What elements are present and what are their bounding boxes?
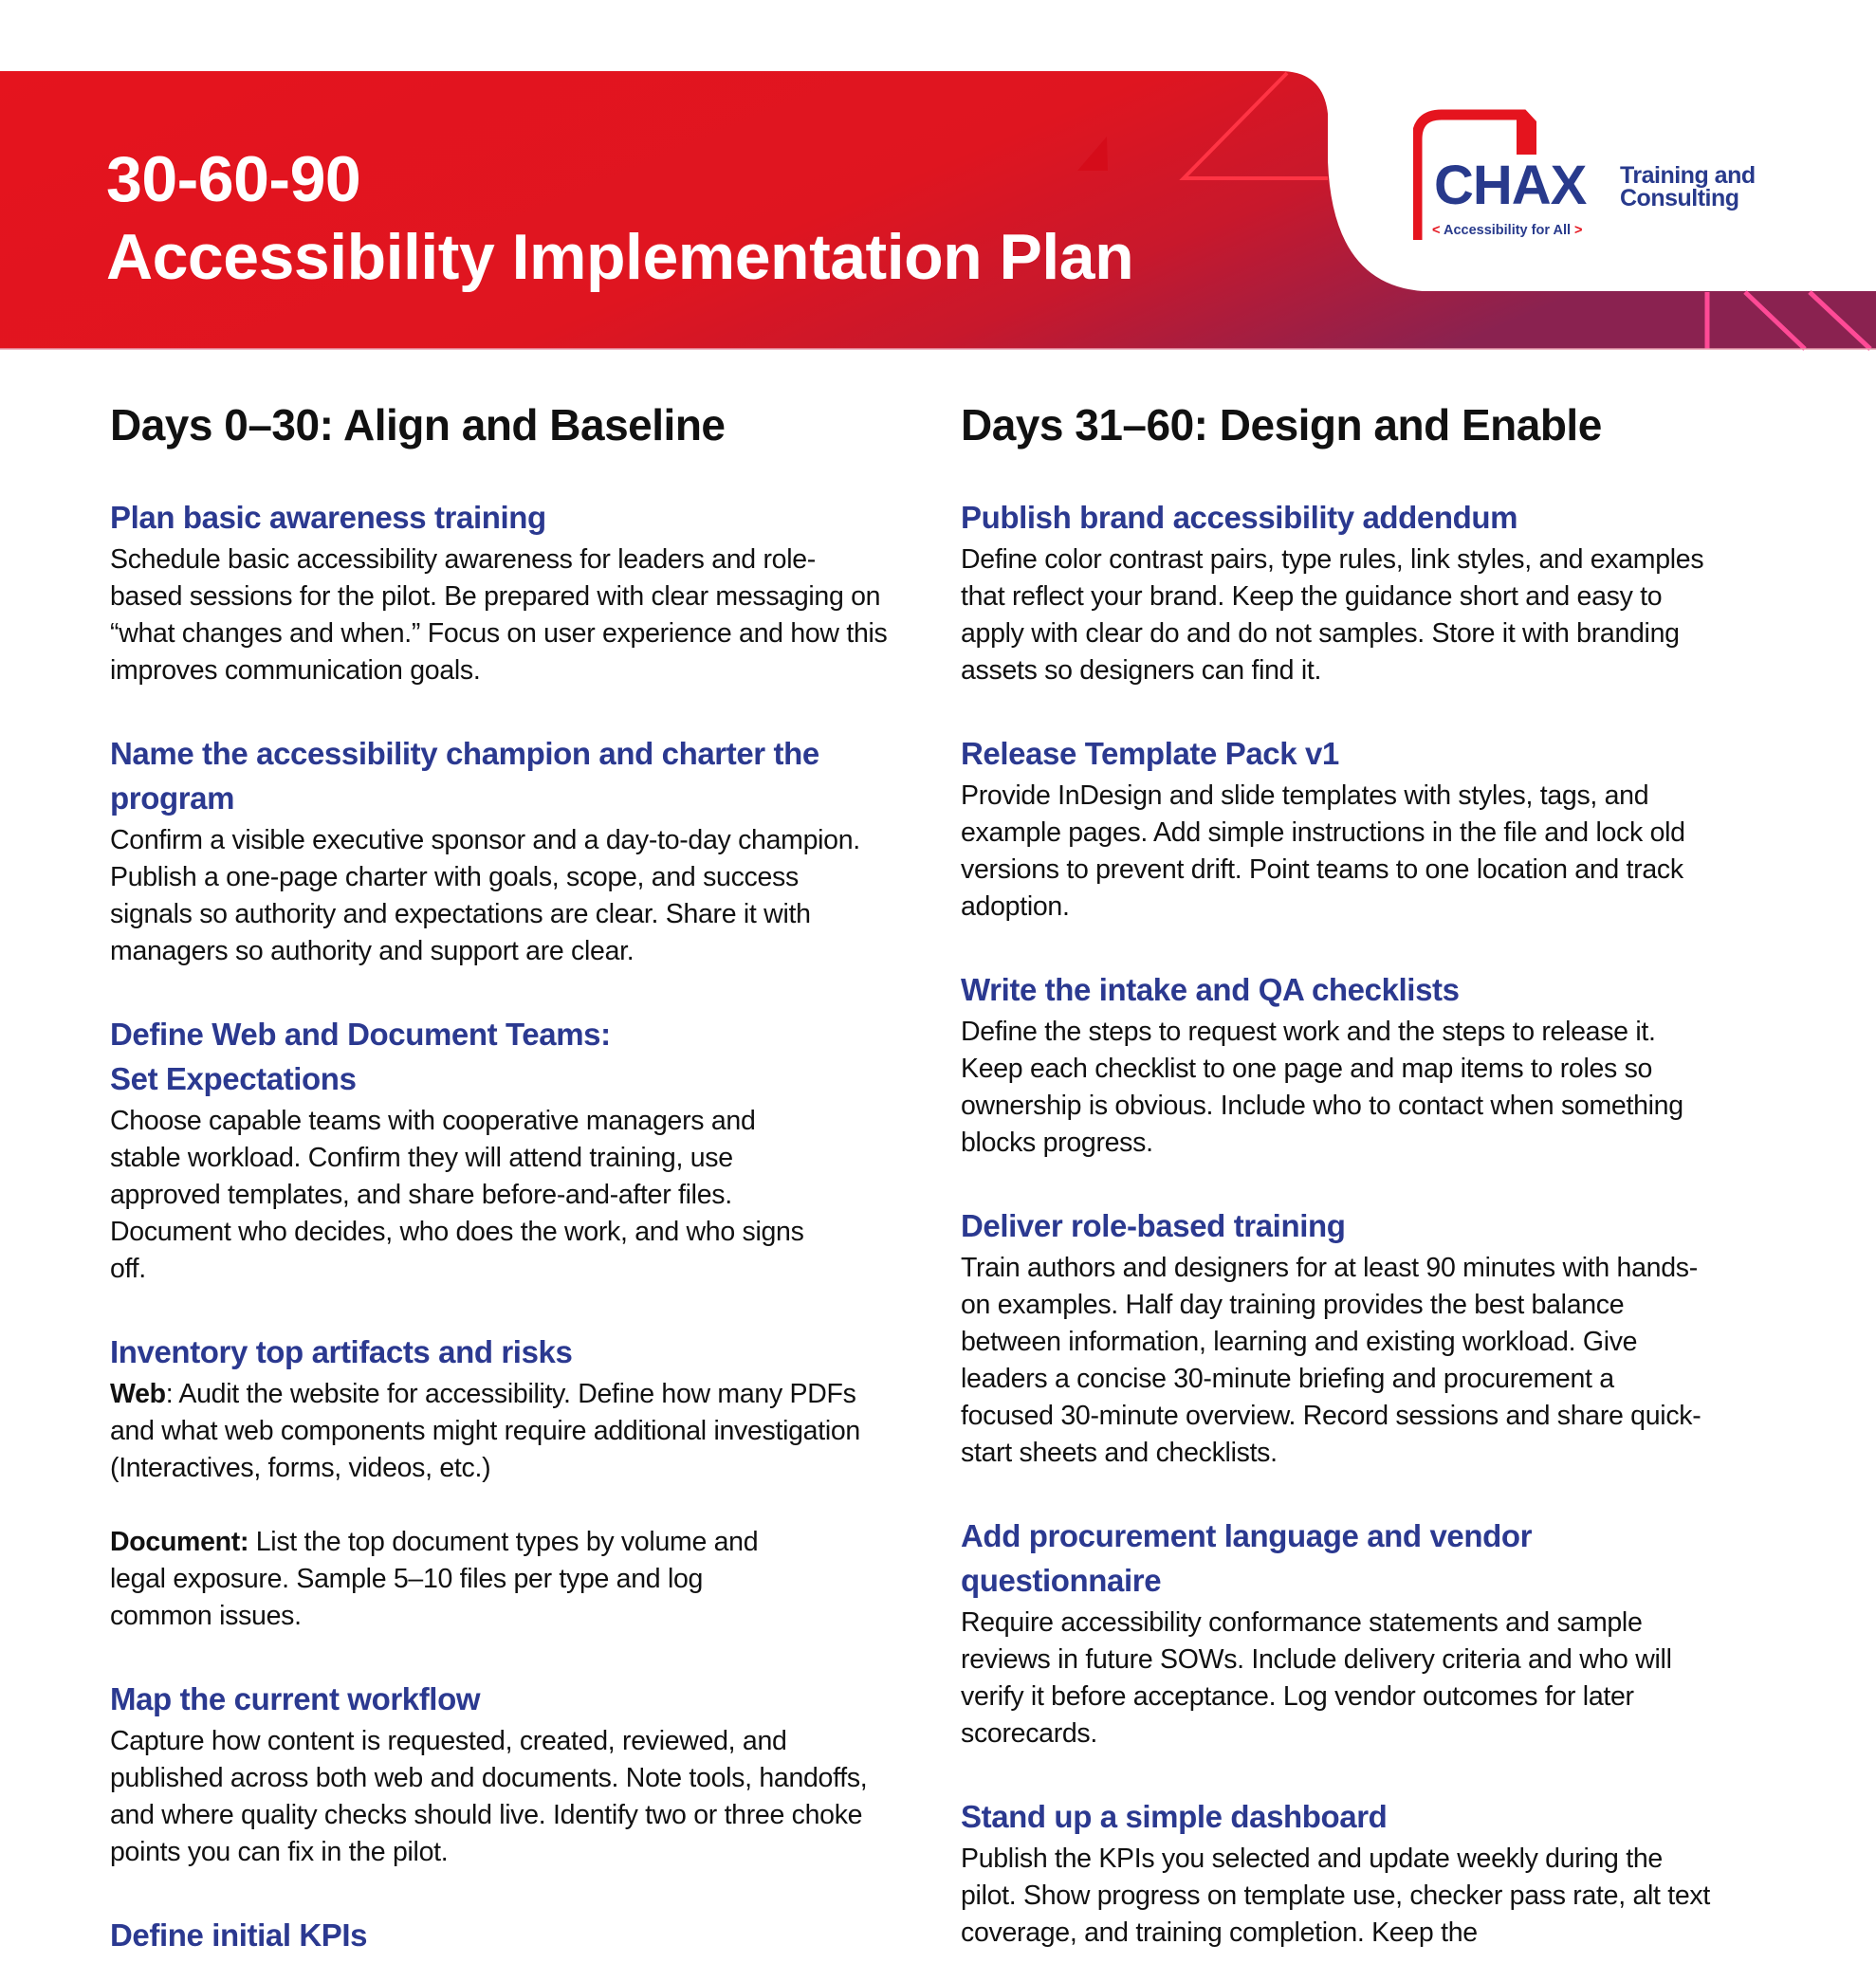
section-role-based-training bbox=[961, 1203, 1738, 1472]
document-label: Document: bbox=[110, 1527, 249, 1557]
section-heading: Write the intake and QA checklists bbox=[961, 972, 1460, 1007]
tagline-text: Accessibility for All bbox=[1443, 223, 1572, 238]
section-body: Provide InDesign and slide templates with styles, tags, and example pages. Add simple instructions in the file and lock old versions to prevent drift. Point teams to one location and track adoption. bbox=[961, 780, 1685, 922]
section-define-kpis bbox=[110, 1913, 888, 1957]
title-line-1: 30-60-90 bbox=[106, 143, 361, 215]
section-inventory-artifacts bbox=[110, 1330, 888, 1635]
section-heading: Plan basic awareness training bbox=[110, 500, 546, 535]
section-heading bbox=[110, 1012, 888, 1101]
section-heading: Define initial KPIs bbox=[110, 1917, 368, 1953]
tagline-open-bracket: < bbox=[1432, 223, 1441, 238]
section-brand-addendum bbox=[961, 495, 1738, 689]
section-map-workflow bbox=[110, 1677, 888, 1871]
chax-logo bbox=[1413, 109, 1793, 251]
web-paragraph bbox=[110, 1376, 869, 1487]
section-body: Confirm a visible executive sponsor and a day-to-day champion. Publish a one-page charter with goals, scope, and success signals so authority and expectations are clear. Share it with managers so authority and support are clear. bbox=[110, 825, 860, 966]
section-heading: Release Template Pack v1 bbox=[961, 736, 1339, 771]
logo-wordmark: CHAX bbox=[1434, 155, 1587, 216]
section-heading: Publish brand accessibility addendum bbox=[961, 500, 1518, 535]
section-body: Require accessibility conformance statements and sample reviews in future SOWs. Include delivery criteria and who will verify it before acceptance. Log vendor outcomes for later scorecards. bbox=[961, 1607, 1672, 1749]
section-awareness-training bbox=[110, 495, 888, 689]
section-body: Choose capable teams with cooperative managers and stable workload. Confirm they will attend training, use approved templates, and share before-and-after files. Document who decides, who does the work, and who signs off. bbox=[110, 1106, 804, 1284]
document-text: List the top document types by volume and legal exposure. Sample 5–10 files per type and log common issues. bbox=[110, 1527, 759, 1631]
section-body: Capture how content is requested, created, reviewed, and published across both web and documents. Note tools, handoffs, and where quality checks should live. Identify two or three choke points you can fix in the pilot. bbox=[110, 1726, 868, 1867]
section-body: Train authors and designers for at least 90 minutes with hands-on examples. Half day training provides the best balance between information, learning and existing workload. Give leaders a concise 30-minute briefing and procurement a focused 30-minute overview. Record sessions and share quick-start sheets and checklists. bbox=[961, 1253, 1701, 1468]
section-heading: Add procurement language and vendor questionnaire bbox=[961, 1518, 1533, 1598]
document-paragraph bbox=[110, 1524, 793, 1635]
title-line-2: Accessibility Implementation Plan bbox=[106, 221, 1134, 293]
web-text: : Audit the website for accessibility. Define how many PDFs and what web components might require additional investigation (Interactives, forms, videos, etc.) bbox=[110, 1379, 860, 1483]
section-intake-qa-checklists bbox=[961, 967, 1738, 1162]
section-body: Schedule basic accessibility awareness for leaders and role-based sessions for the pilot. Be prepared with clear messaging on “what changes and when.” Focus on user experience and how this improves communication goals. bbox=[110, 544, 888, 686]
section-template-pack bbox=[961, 731, 1738, 926]
section-dashboard bbox=[961, 1794, 1738, 1952]
section-heading: Map the current workflow bbox=[110, 1681, 481, 1716]
logo-subtitle-line-2: Consulting bbox=[1620, 185, 1739, 211]
phase-title: Days 31–60: Design and Enable bbox=[961, 400, 1602, 449]
section-web-document-teams bbox=[110, 1012, 888, 1288]
page-title bbox=[106, 140, 1133, 296]
section-heading: Inventory top artifacts and risks bbox=[110, 1334, 573, 1369]
logo-tagline bbox=[1432, 223, 1583, 238]
section-body bbox=[110, 1376, 869, 1635]
section-accessibility-champion bbox=[110, 731, 888, 970]
section-body: Define the steps to request work and the steps to release it. Keep each checklist to one page and map items to roles so ownership is obvious. Include who to contact when something blocks progress. bbox=[961, 1017, 1683, 1158]
section-heading: Stand up a simple dashboard bbox=[961, 1799, 1388, 1834]
section-body: Define color contrast pairs, type rules, link styles, and examples that reflect your brand. Keep the guidance short and easy to apply with clear do and do not samples. Store it with branding assets so designers can find it. bbox=[961, 544, 1704, 686]
section-body: Publish the KPIs you selected and update weekly during the pilot. Show progress on template use, checker pass rate, alt text coverage, and training completion. Keep the bbox=[961, 1844, 1710, 1948]
phase-column-days-0-30 bbox=[110, 398, 888, 1963]
web-label: Web bbox=[110, 1379, 166, 1409]
section-heading-line-2: Set Expectations bbox=[110, 1061, 357, 1096]
section-heading-line-1: Define Web and Document Teams: bbox=[110, 1017, 611, 1052]
header-banner bbox=[0, 0, 1876, 360]
phase-title: Days 0–30: Align and Baseline bbox=[110, 400, 726, 449]
logo-subtitle bbox=[1620, 164, 1756, 210]
phase-column-days-31-60 bbox=[961, 398, 1738, 1963]
section-heading: Name the accessibility champion and charter the program bbox=[110, 736, 819, 816]
tagline-close-bracket: > bbox=[1574, 223, 1583, 238]
section-heading: Deliver role-based training bbox=[961, 1208, 1346, 1243]
logo-subtitle-line-1: Training and bbox=[1620, 162, 1756, 189]
section-procurement-language bbox=[961, 1514, 1738, 1752]
